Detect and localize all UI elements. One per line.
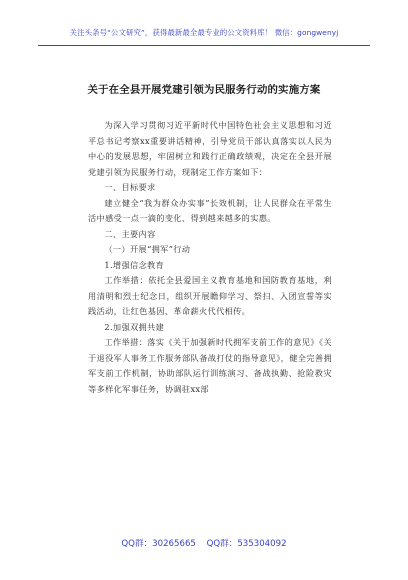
section-heading-content: 二、主要内容 xyxy=(104,228,156,239)
footer-qq-groups xyxy=(0,537,408,549)
belief-education-paragraph: 工作举措：依托全县爱国主义教育基地和国防教育基地，利用清明和烈士纪念日，组织开展瞻仰学习、祭扫、入团宣誓等实践活动，让红色基因、革命薪火代代相传。 xyxy=(88,275,332,316)
header-promo-note: 关注头条号“公文研究”，获得最新最全最专业的公文资料库！ 微信：gongwenyj xyxy=(69,28,339,37)
header-divider xyxy=(38,45,370,46)
subsection-heading-support-army: （一）开展“拥军”行动 xyxy=(104,244,191,254)
document-title: 关于在全县开展党建引领为民服务行动的实施方案 xyxy=(87,84,321,96)
footer-qq-group-2: QQ群：535304092 xyxy=(206,539,287,549)
goals-paragraph: 建立健全“我为群众办实事”长效机制，让人民群众在平常生活中感受一点一滴的变化、得到越来越多的实惠。 xyxy=(88,197,332,223)
item-heading-belief-education: 1.增强信念教育 xyxy=(104,259,165,270)
section-heading-goals: 一、目标要求 xyxy=(104,182,156,192)
footer-qq-group-1: QQ群：30265665 xyxy=(121,539,196,549)
joint-support-paragraph: 工作举措：落实《关于加强新时代拥军支前工作的意见》《关于退役军人事务工作服务部队备战打仗的指导意见》，健全完善拥军支前工作机制，协助部队运行训练演习、备战执勤、抢险救灾等多样化军事任务，协调驻xx部 xyxy=(88,337,332,394)
document-body xyxy=(88,118,332,397)
item-heading-joint-support: 2.加强双拥共建 xyxy=(104,321,165,332)
intro-paragraph: 为深入学习贯彻习近平新时代中国特色社会主义思想和习近平总书记考察xx重要讲话精神，引导党员干部认真落实以人民为中心的发展思想，牢固树立和践行正确政绩观，决定在全县开展党建引领为民服务行动，现制定工作方案如下： xyxy=(88,120,332,177)
